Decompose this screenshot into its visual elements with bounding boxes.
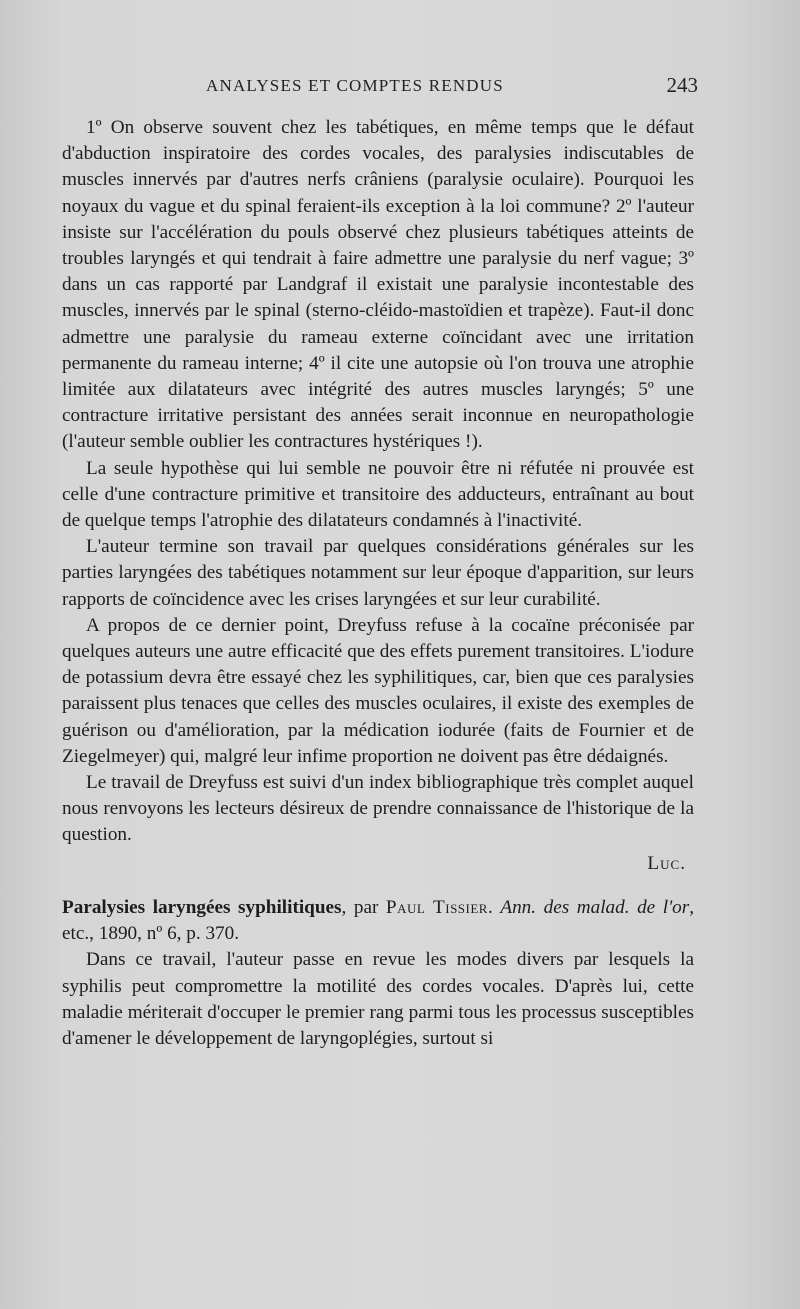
review-author: Paul Tissier: [385, 896, 488, 918]
page-header: [62, 73, 698, 100]
review-title: Paralysies laryngées syphilitiques: [62, 896, 342, 918]
review-journal: Ann. des malad. de l'or: [500, 896, 690, 918]
paragraph-conclusion: L'auteur termine son travail par quelques considérations générales sur les parties laryngées des tabétiques notamment sur leur époque d'apparition, sur leurs rapports de coïncidence avec les crises laryngées et sur leur curabilité.: [62, 536, 694, 610]
review-heading: [62, 895, 694, 947]
reviewer-signature: Luc.: [647, 852, 686, 874]
paragraph-hypothesis: La seule hypothèse qui lui semble ne pouvoir être ni réfutée ni prouvée est celle d'une contracture primitive et transitoire des adducteurs, entraînant au bout de quelque temps l'atrophie des dilatateurs condamnés à l'inactivité.: [62, 457, 694, 532]
article-body: [62, 115, 694, 1052]
paragraph-review-text: Dans ce travail, l'auteur passe en revue les modes divers par lesquels la syphilis peut compromettre la motilité des cordes vocales. D'après lui, cette maladie mériterait d'occuper le premier rang parmi tous les processus susceptibles d'amener le développement de laryngoplégies, surtout si: [62, 949, 694, 1049]
paragraph-bibliography: Le travail de Dreyfuss est suivi d'un index bibliographique très complet auquel nous renvoyons les lecteurs désireux de prendre connaissance de l'historique de la question.: [62, 772, 694, 846]
paragraph-objections: 1º On observe souvent chez les tabétiques, en même temps que le défaut d'abduction inspiratoire des cordes vocales, des paralysies indiscutables de muscles innervés par d'autres nerfs crâniens (paralysie oculaire). Pourquoi les noyaux du vague et du spinal feraient-ils exception à la loi commune? 2º l'auteur insiste sur l'accélération du pouls observé chez plusieurs tabétiques atteints de troubles laryngés et qui tendrait à faire admettre une paralysie du nerf vague; 3º dans un cas rapporté par Landgraf il existait une paralysie incontestable des muscles, innervés par le spinal (sterno-cléido-mastoïdien et trapèze). Faut-il donc admettre une paralysie du rameau externe coïncidant avec une irritation permanente du rameau interne; 4º il cite une autopsie où l'on trouva une atrophie limitée aux dilatateurs avec intégrité des autres muscles laryngés; 5º une contracture irritative persistant des années serait inconnue en neuropathologie (l'auteur semble oublier les contractures hystériques !).: [62, 117, 694, 453]
running-title: ANALYSES ET COMPTES RENDUS: [206, 76, 504, 95]
review-citation: , etc., 1890, nº 6, p. 370.: [62, 896, 695, 945]
paragraph-treatment: A propos de ce dernier point, Dreyfuss refuse à la cocaïne préconisée par quelques auteurs une autre efficacité que des effets purement transitoires. L'iodure de potassium devra être essayé chez les syphilitiques, car, bien que ces paralysies paraissent plus tenaces que celles des muscles oculaires, il existe des exemples de guérison ou d'amélioration, par la médication iodurée (faits de Fournier et de Ziegelmeyer) qui, malgré leur infime proportion ne doivent pas être dédaignés.: [62, 614, 694, 767]
page-number: 243: [666, 73, 698, 97]
review-sep: .: [487, 896, 501, 918]
review-sep-by: , par: [341, 896, 386, 918]
